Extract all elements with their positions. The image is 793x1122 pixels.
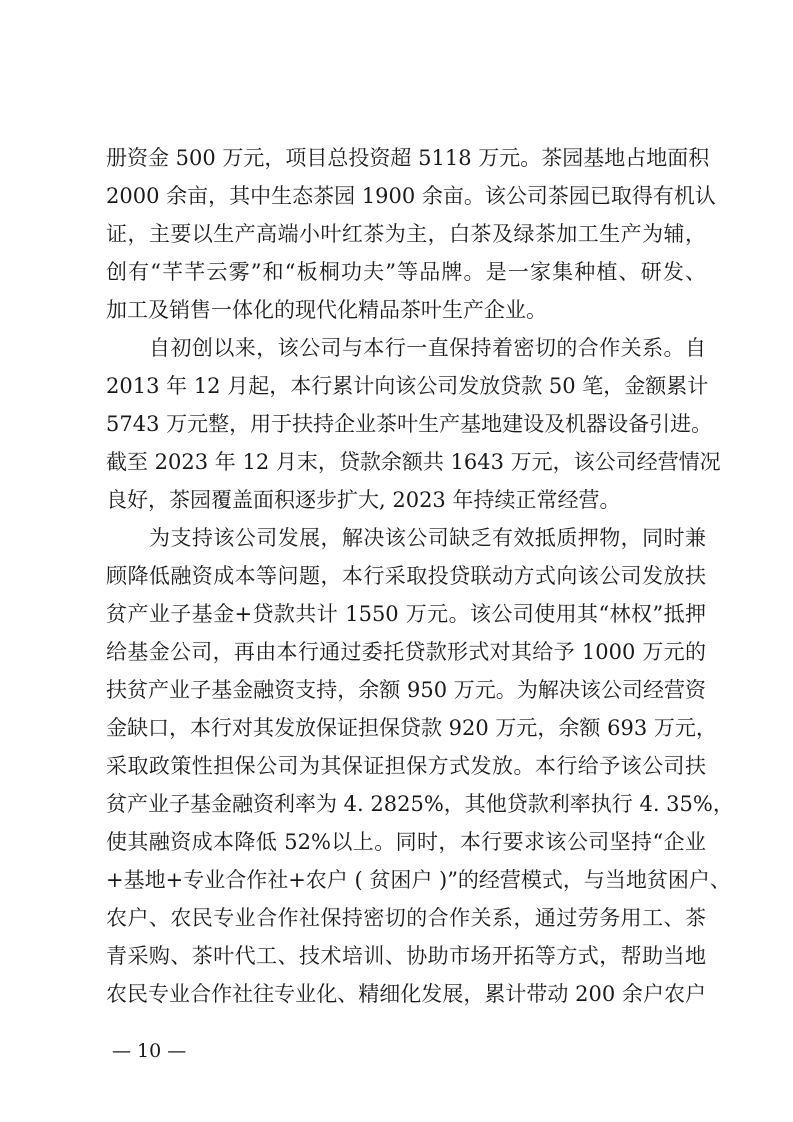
body-line: 册资金 500 万元，项目总投资超 5118 万元。茶园基地占地面积: [106, 146, 710, 170]
body-line: 截至 2023 年 12 月末，贷款余额共 1643 万元，该公司经营情况: [106, 450, 721, 474]
body-line: 使其融资成本降低 52%以上。同时，本行要求该公司坚持“企业: [106, 830, 706, 854]
body-line: 扶贫产业子基金融资支持，余额 950 万元。为解决该公司经营资: [106, 678, 706, 702]
body-line: 贫产业子基金融资利率为 4. 2825%，其他贷款利率执行 4. 35%，: [106, 792, 734, 816]
paragraph-first-line: 为支持该公司发展，解决该公司缺乏有效抵质押物，同时兼: [149, 526, 706, 550]
body-line: 金缺口，本行对其发放保证担保贷款 920 万元，余额 693 万元，: [106, 716, 717, 740]
body-line: 创有“芊芊云雾”和“板桐功夫”等品牌。是一家集种植、研发、: [106, 260, 706, 284]
body-line: 贫产业子基金+贷款共计 1550 万元。该公司使用其“林权”抵押: [106, 602, 706, 626]
body-line: 5743 万元整，用于扶持企业茶叶生产基地建设及机器设备引进。: [106, 412, 713, 436]
body-line: 采取政策性担保公司为其保证担保方式发放。本行给予该公司扶: [106, 754, 706, 778]
body-line: 2000 余亩，其中生态茶园 1900 余亩。该公司茶园已取得有机认: [106, 184, 716, 208]
body-line: 加工及销售一体化的现代化精品茶叶生产企业。: [106, 298, 547, 322]
body-line: 农户、农民专业合作社保持密切的合作关系，通过劳务用工、茶: [106, 906, 706, 930]
paragraph-first-line: 自初创以来，该公司与本行一直保持着密切的合作关系。自: [149, 336, 706, 360]
body-line: 青采购、茶叶代工、技术培训、协助市场开拓等方式，帮助当地: [106, 944, 706, 968]
body-line: 农民专业合作社往专业化、精细化发展，累计带动 200 余户农户: [106, 982, 706, 1006]
body-line: 给基金公司，再由本行通过委托贷款形式对其给予 1000 万元的: [106, 640, 706, 664]
body-line: +基地+专业合作社+农户 ( 贫困户 )”的经营模式，与当地贫困户、: [106, 868, 731, 892]
body-line: 良好，茶园覆盖面积逐步扩大, 2023 年持续正常经营。: [106, 488, 621, 512]
body-line: 顾降低融资成本等问题，本行采取投贷联动方式向该公司发放扶: [106, 564, 706, 588]
page-number: — 10 —: [112, 1040, 187, 1062]
body-line: 证，主要以生产高端小叶红茶为主，白茶及绿茶加工生产为辅，: [106, 222, 706, 246]
body-line: 2013 年 12 月起，本行累计向该公司发放贷款 50 笔，金额累计: [106, 374, 709, 398]
